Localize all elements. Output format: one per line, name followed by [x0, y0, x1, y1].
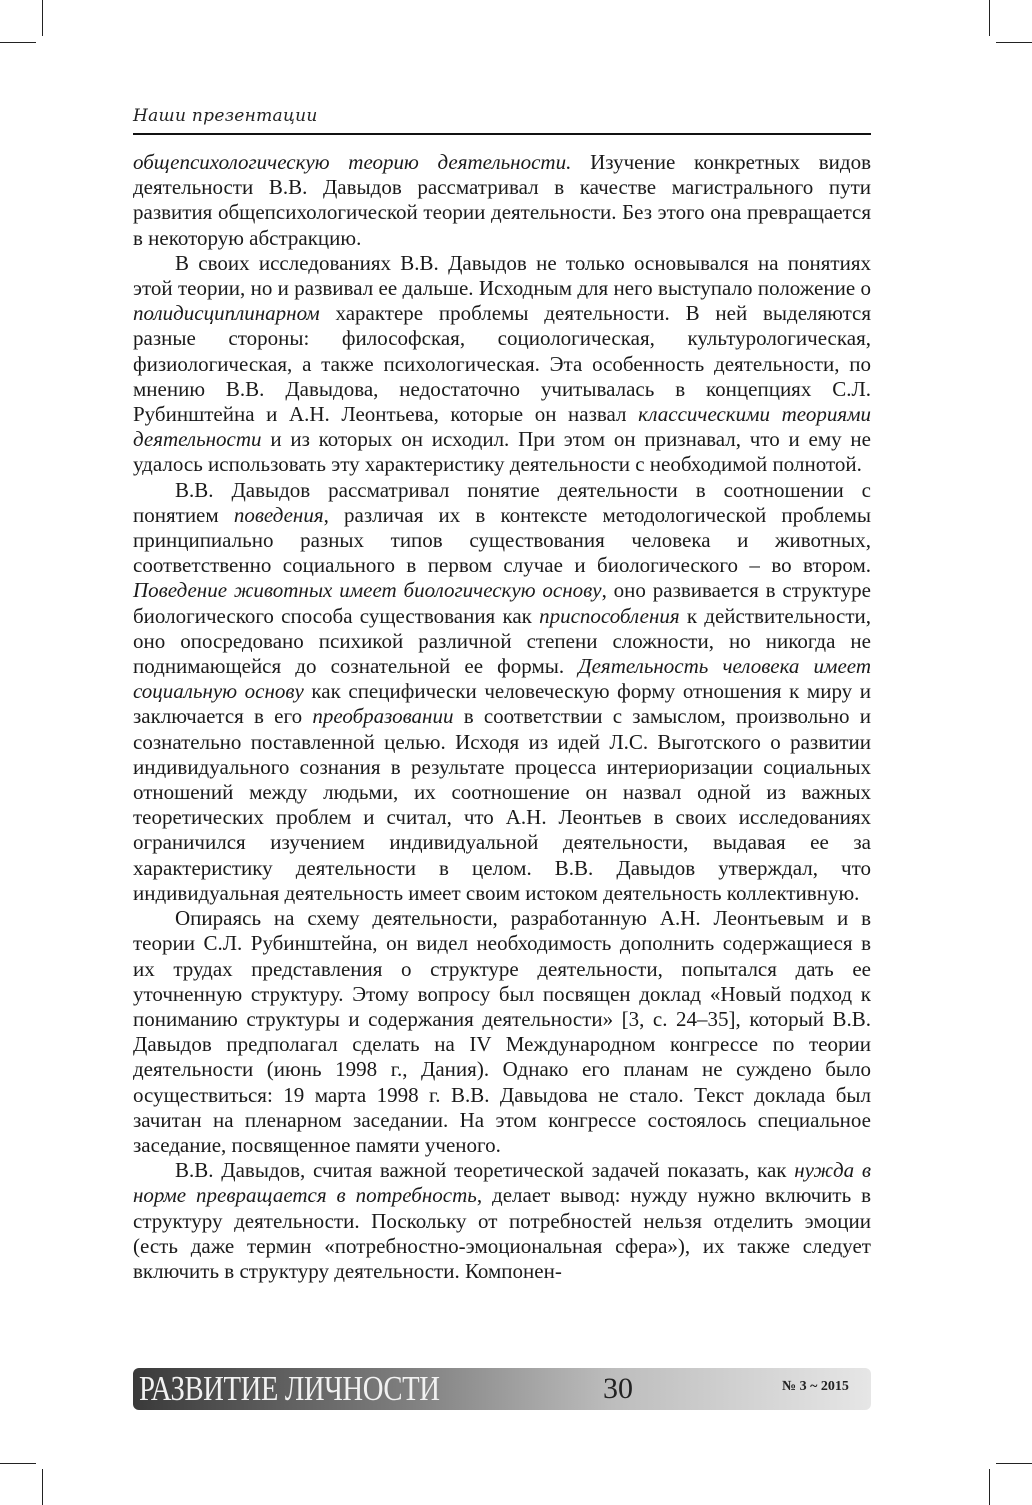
- crop-mark: [42, 1469, 43, 1505]
- emphasis-text: Поведение животных имеет биологическую основу: [133, 578, 602, 603]
- crop-mark: [989, 1469, 990, 1505]
- crop-mark: [989, 0, 990, 36]
- running-head: Наши презентации: [133, 106, 318, 126]
- text-run: характере проблемы деятельности. В ней выделяются разные стороны: философская, социологическая, культурологическая, физиологическая, а также психологическая. Эта особенность деятельности, по мнению В.В. Давыдова, недостаточно учитывалась в концепциях С.Л. Рубинштейна и А.Н. Леонтьева, которые он назвал: [133, 301, 871, 427]
- paragraph: [133, 1158, 871, 1284]
- emphasis-text: приспособления: [539, 603, 680, 628]
- emphasis-text: нужда в норме превращается в потребность: [133, 1158, 871, 1208]
- emphasis-text: поведения: [233, 502, 324, 527]
- paragraph: [133, 478, 871, 906]
- crop-mark: [0, 1463, 36, 1464]
- text-run: , оно развивается в структуре биологического способа существования как: [133, 578, 871, 628]
- crop-mark: [996, 1463, 1032, 1464]
- text-run: в соответствии с замыслом, произвольно и сознательно поставленной целью. Исходя из идей Л.С. Выготского о развитии индивидуального сознания в результате процесса интериоризации социальных отношений между людьми, их соотношение он назвал одной из важных теоретических проблем и считал, что А.Н. Леонтьев в своих исследованиях ограничился изучением индивидуальной деятельности, выдавая ее за характеристику деятельности в целом. В.В. Давыдов утверждал, что индивидуальная деятельность имеет своим истоком деятельность коллективную.: [133, 704, 871, 905]
- emphasis-text: Деятельность человека имеет социальную основу: [133, 654, 871, 704]
- text-run: и из которых он исходил. При этом он признавал, что и ему не удалось использовать эту характеристику деятельности с необходимой полнотой.: [133, 427, 871, 477]
- text-run: как специфически человеческую форму отношения к миру и заключается в его: [133, 679, 871, 729]
- article-body: [133, 150, 871, 1284]
- emphasis-text: полидисциплинарном: [133, 301, 320, 326]
- issue-label: № 3 ~ 2015: [782, 1379, 849, 1394]
- text-run: , делает вывод: нужду нужно включить в структуру деятельности. Поскольку от потребностей нельзя отделить эмоции (есть даже термин «потребностно-эмоциональная сфера»), их также следует включить в структуру деятельности. Компонен-: [133, 1183, 872, 1283]
- text-run: В.В. Давыдов рассматривал понятие деятельности в соотношении с понятием: [133, 477, 871, 527]
- crop-mark: [996, 42, 1032, 43]
- text-run: , различая их в контексте методологической проблемы принципиально разных типов существования человека и животных, соответственно социального в первом случае и биологического – во втором.: [133, 502, 871, 578]
- header-rule: [133, 133, 871, 135]
- emphasis-text: общепсихологическую теорию деятельности.: [133, 150, 572, 174]
- paragraph: [133, 251, 871, 478]
- crop-mark: [42, 0, 43, 36]
- text-run: Опираясь на схему деятельности, разработанную А.Н. Леонтьевым и в теории С.Л. Рубинштейна, он видел необходимость дополнить содержащиеся в их трудах представления о структуре деятельности, попытался дать ее уточненную структуру. Этому вопросу был посвящен доклад «Новый подход к пониманию структуры и содержания деятельности» [3, с. 24–35], который В.В. Давыдов предполагал сделать на IV Международном конгрессе по теории деятельности (июнь 1998 г., Дания). Однако его планам не суждено было осуществиться: 19 марта 1998 г. В.В. Давыдова не стало. Текст доклада был зачитан на пленарном заседании. На этом конгрессе состоялось специальное заседание, посвященное памяти ученого.: [133, 906, 871, 1157]
- journal-title: РАЗВИТИЕ ЛИЧНОСТИ: [139, 1369, 440, 1408]
- emphasis-text: преобразовании: [312, 704, 454, 729]
- text-run: к действительности, оно опосредовано психикой различной степени сложности, но никогда не поднимающейся до сознательной ее формы.: [133, 603, 871, 679]
- text-run: В своих исследованиях В.В. Давыдов не только основывался на понятиях этой теории, но и развивал ее дальше. Исходным для него выступало положение о: [133, 250, 871, 301]
- paragraph: [133, 150, 871, 251]
- text-run: В.В. Давыдов, считая важной теоретической задачей показать, как: [175, 1158, 795, 1183]
- emphasis-text: классическими теориями деятельности: [133, 402, 871, 452]
- crop-mark: [0, 42, 36, 43]
- text-run: Изучение конкретных видов деятельности В.В. Давыдов рассматривал в качестве магистрального пути развития общепсихологической теории деятельности. Без этого она превращается в некоторую абстракцию.: [133, 150, 871, 250]
- page-number: 30: [603, 1372, 633, 1405]
- paragraph: [133, 906, 871, 1158]
